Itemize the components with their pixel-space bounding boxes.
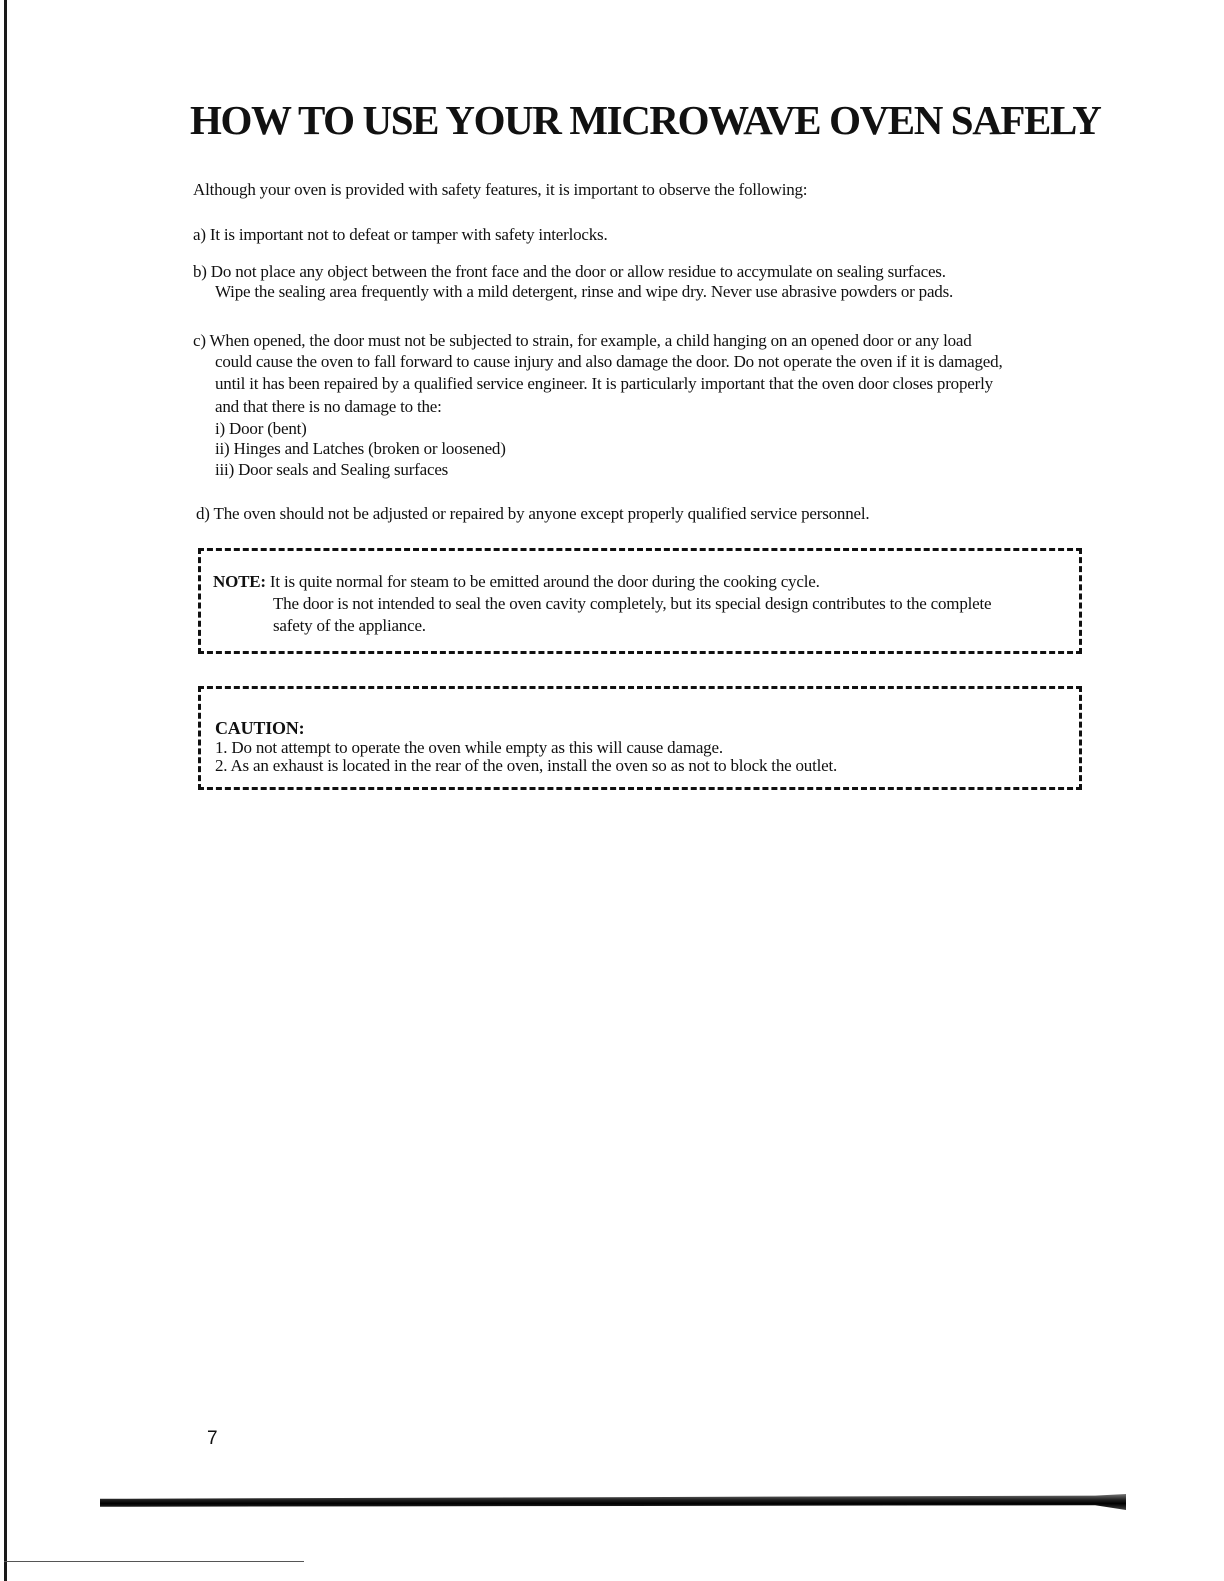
item-c-line2: could cause the oven to fall forward to cause injury and also damage the door. Do not operate the oven if it is damaged, [215,352,1003,371]
item-c-subitem-door: i) Door (bent) [215,419,307,438]
scan-edge-bottom [4,1561,304,1562]
page-number: 7 [207,1428,218,1449]
caution-line1: 1. Do not attempt to operate the oven while empty as this will cause damage. [215,738,723,757]
note-label: NOTE: [213,572,266,591]
page-title: HOW TO USE YOUR MICROWAVE OVEN SAFELY [190,97,1101,143]
note-line1 [213,571,820,593]
caution-line2: 2. As an exhaust is located in the rear of the oven, install the oven so as not to block the outlet. [215,756,838,775]
note-box [198,548,1082,654]
item-b-line1: b) Do not place any object between the front face and the door or allow residue to accymulate on sealing surfaces. [193,262,946,281]
item-c-line4: and that there is no damage to the: [215,397,442,416]
note-line1-text: It is quite normal for steam to be emitted around the door during the cooking cycle. [269,572,820,591]
bottom-rule [100,1494,1126,1510]
caution-label: CAUTION: [215,718,305,738]
item-b-line2: Wipe the sealing area frequently with a mild detergent, rinse and wipe dry. Never use abrasive powders or pads. [215,282,954,301]
note-line3: safety of the appliance. [273,616,426,635]
item-c-subitem-hinges: ii) Hinges and Latches (broken or loosened) [215,439,506,458]
item-c-line1: c) When opened, the door must not be subjected to strain, for example, a child hanging on an opened door or any load [193,331,972,350]
item-c-line3: until it has been repaired by a qualified service engineer. It is particularly important that the oven door closes properly [215,374,993,393]
item-d: d) The oven should not be adjusted or repaired by anyone except properly qualified service personnel. [196,504,870,523]
note-line2: The door is not intended to seal the oven cavity completely, but its special design contributes to the complete [273,594,992,613]
scan-edge-left [4,0,7,1581]
item-a: a) It is important not to defeat or tamper with safety interlocks. [193,225,608,244]
caution-box [198,686,1082,790]
intro-paragraph: Although your oven is provided with safety features, it is important to observe the following: [193,180,808,199]
item-c-subitem-seals: iii) Door seals and Sealing surfaces [215,460,449,479]
